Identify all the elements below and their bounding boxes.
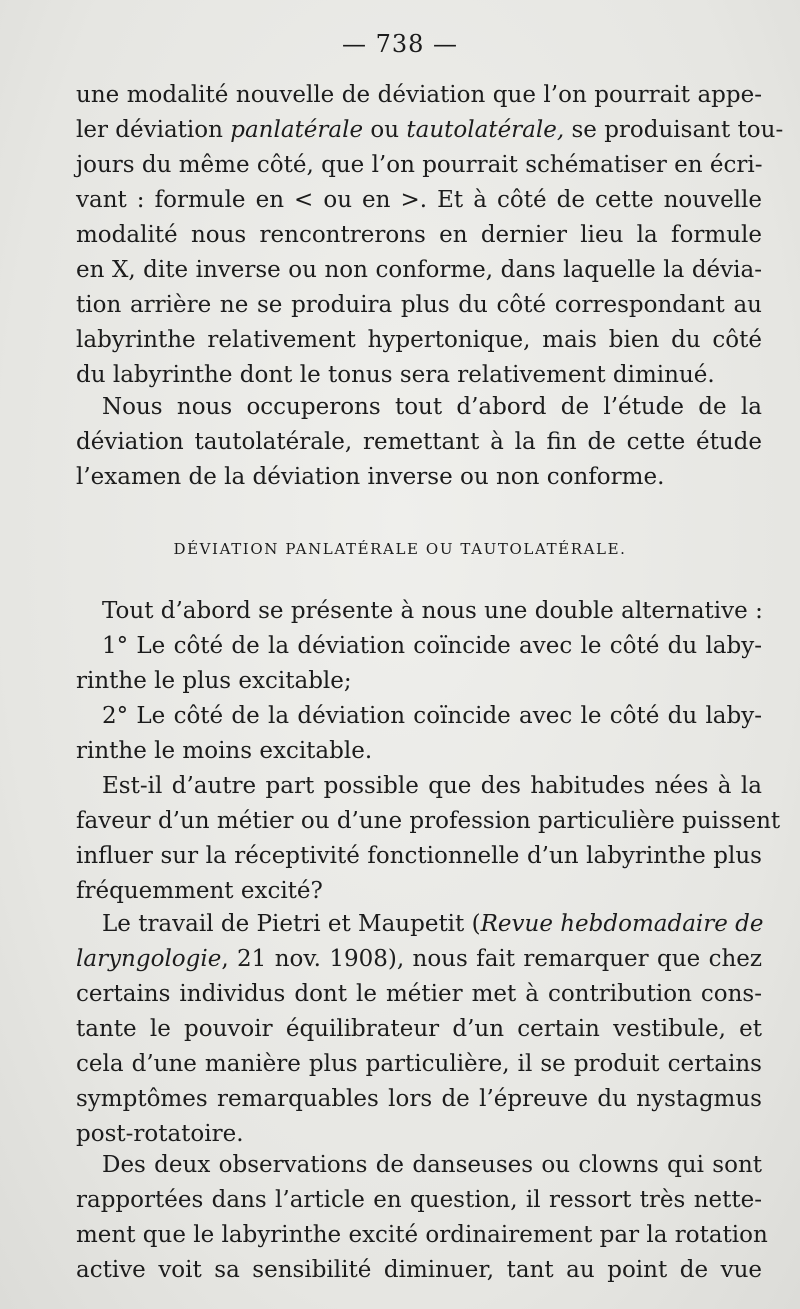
text-line: cela d’une manière plus particulière, il se produit certains bbox=[76, 1051, 762, 1077]
list-item-2 bbox=[76, 699, 762, 769]
text-line: active voit sa sensibilité diminuer, tant au point de vue bbox=[76, 1257, 762, 1283]
text-line: certains individus dont le métier met à contribution cons- bbox=[76, 981, 762, 1007]
italic-text: panlatérale bbox=[230, 117, 364, 143]
text-line: Nous nous occuperons tout d’abord de l’étude de la bbox=[102, 394, 762, 420]
text-line: une modalité nouvelle de déviation que l’on pourrait appe- bbox=[76, 82, 762, 108]
text-line: faveur d’un métier ou d’une profession particulière puissent bbox=[76, 808, 781, 834]
text-line: tante le pouvoir équilibrateur d’un certain vestibule, et bbox=[76, 1016, 762, 1042]
text-line: fréquemment excité? bbox=[76, 878, 323, 904]
italic-text: Revue hebdomadaire de bbox=[480, 911, 764, 937]
text-line: ler déviation panlatérale ou tautolatérale, se produisant tou- bbox=[76, 117, 784, 143]
text-line: influer sur la réceptivité fonctionnelle d’un labyrinthe plus bbox=[76, 843, 762, 869]
text-line: vant : formule en < ou en >. Et à côté de cette nouvelle bbox=[76, 187, 762, 213]
paragraph-3 bbox=[76, 594, 762, 629]
list-item-1 bbox=[76, 629, 762, 699]
text-line: modalité nous rencontrerons en dernier lieu la formule bbox=[76, 222, 762, 248]
text-line: Des deux observations de danseuses ou clowns qui sont bbox=[102, 1152, 762, 1178]
text-line: ment que le labyrinthe excité ordinairement par la rotation bbox=[76, 1222, 768, 1248]
text-line: rapportées dans l’article en question, il ressort très nette- bbox=[76, 1187, 762, 1213]
text-line: 2° Le côté de la déviation coïncide avec le côté du laby- bbox=[102, 703, 762, 729]
text-line: en X, dite inverse ou non conforme, dans laquelle la dévia- bbox=[76, 257, 762, 283]
text-line: 1° Le côté de la déviation coïncide avec le côté du laby- bbox=[102, 633, 762, 659]
text-line: Est-il d’autre part possible que des habitudes nées à la bbox=[102, 773, 762, 799]
text-line: symptômes remarquables lors de l’épreuve du nystagmus bbox=[76, 1086, 762, 1112]
text-line: l’examen de la déviation inverse ou non conforme. bbox=[76, 464, 665, 490]
text-line: post-rotatoire. bbox=[76, 1121, 244, 1147]
text-line: Tout d’abord se présente à nous une double alternative : bbox=[102, 598, 763, 624]
paragraph-6 bbox=[76, 1148, 768, 1288]
text-line: déviation tautolatérale, remettant à la fin de cette étude bbox=[76, 429, 762, 455]
paragraph-2 bbox=[76, 390, 762, 495]
paragraph-1 bbox=[76, 78, 784, 393]
text-line: tion arrière ne se produira plus du côté correspondant au bbox=[76, 292, 762, 318]
text-line: rinthe le plus excitable; bbox=[76, 668, 352, 694]
italic-text: laryngologie bbox=[76, 946, 222, 972]
text-line: laryngologie, 21 nov. 1908), nous fait remarquer que chez bbox=[76, 946, 762, 972]
page-number: — 738 — bbox=[341, 30, 459, 58]
paragraph-4 bbox=[76, 769, 781, 909]
text-line: labyrinthe relativement hypertonique, mais bien du côté bbox=[76, 327, 762, 353]
italic-text: tautolatérale, bbox=[406, 117, 565, 143]
section-heading: DÉVIATION PANLATÉRALE OU TAUTOLATÉRALE. bbox=[173, 540, 627, 558]
text-line: jours du même côté, que l’on pourrait schématiser en écri- bbox=[76, 152, 763, 178]
paragraph-5 bbox=[76, 907, 762, 1152]
text-line: Le travail de Pietri et Maupetit (Revue hebdomadaire de bbox=[102, 911, 764, 937]
text-line: rinthe le moins excitable. bbox=[76, 738, 373, 764]
text-line: du labyrinthe dont le tonus sera relativement diminué. bbox=[76, 362, 715, 388]
